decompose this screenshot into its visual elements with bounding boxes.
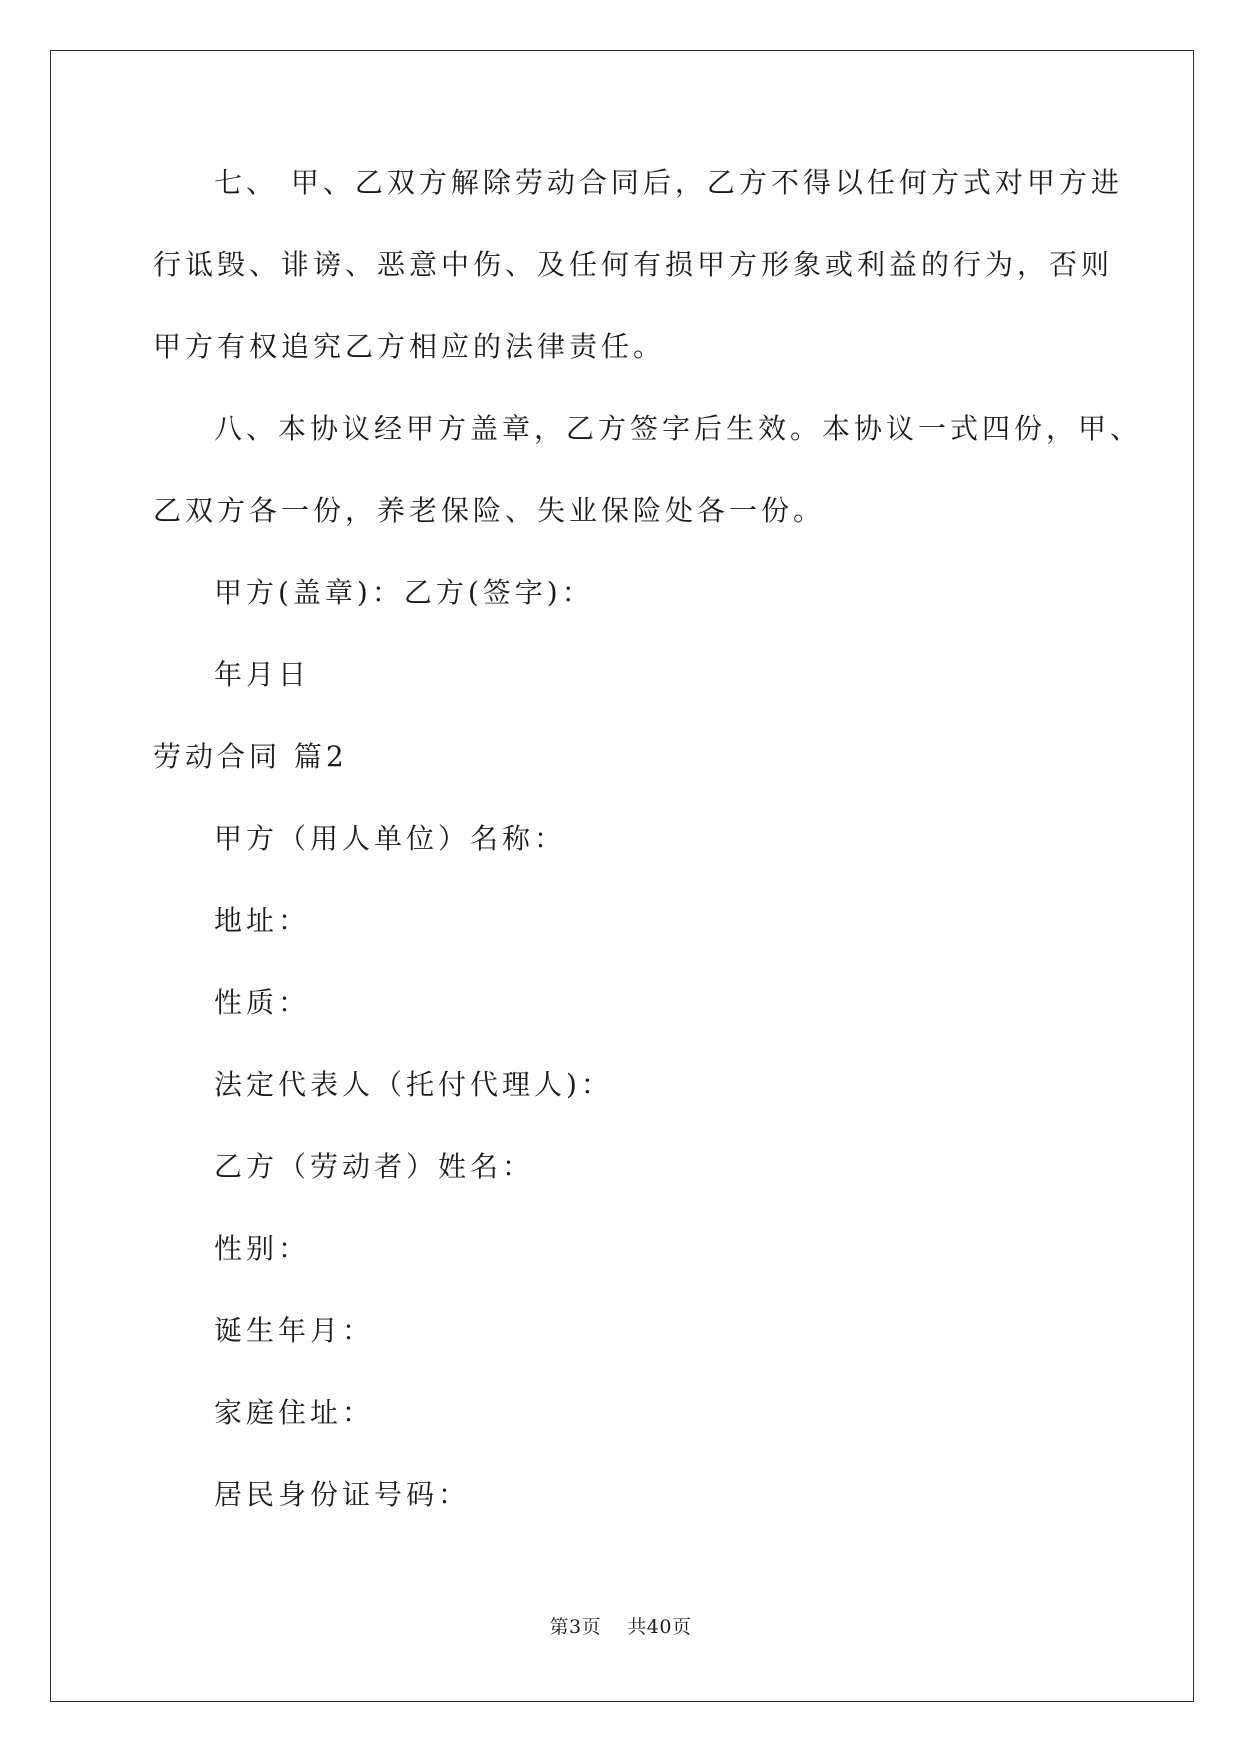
document-body: [153, 166, 1143, 1562]
text-line: 劳动合同 篇2: [153, 740, 348, 773]
text-line: 家庭住址：: [214, 1396, 375, 1429]
text-line: 甲方（用人单位）名称：: [214, 822, 567, 855]
text-line: 甲方(盖章)：乙方(签字)：: [214, 576, 594, 609]
text-line: 居民身份证号码：: [214, 1478, 471, 1511]
text-line: 年月日: [214, 658, 311, 691]
text-line: 法定代表人（托付代理人)：: [214, 1068, 613, 1101]
text-line: 八、本协议经甲方盖章，乙方签字后生效。本协议一式四份，甲、: [214, 412, 1143, 445]
text-line: 甲方有权追究乙方相应的法律责任。: [153, 330, 666, 363]
text-line: 行诋毁、诽谤、恶意中伤、及任何有损甲方形象或利益的行为，否则: [153, 248, 1114, 281]
text-line: 地址：: [214, 904, 311, 937]
text-line: 七、 甲、乙双方解除劳动合同后，乙方不得以任何方式对甲方进: [214, 166, 1123, 199]
page-number: 第3页: [549, 1616, 602, 1638]
paragraph-id-number: [153, 1480, 1093, 1562]
text-line: 乙双方各一份，养老保险、失业保险处各一份。: [153, 494, 826, 527]
footer-spacer: [601, 1616, 627, 1638]
text-line: 性别：: [214, 1232, 311, 1265]
text-line: 诞生年月：: [214, 1314, 375, 1347]
page-footer: [0, 1612, 1241, 1639]
paragraph-clause-7: [153, 166, 1123, 414]
text-line: 性质：: [214, 986, 311, 1019]
text-line: 乙方（劳动者）姓名：: [214, 1150, 535, 1183]
page-total: 共40页: [627, 1616, 692, 1638]
